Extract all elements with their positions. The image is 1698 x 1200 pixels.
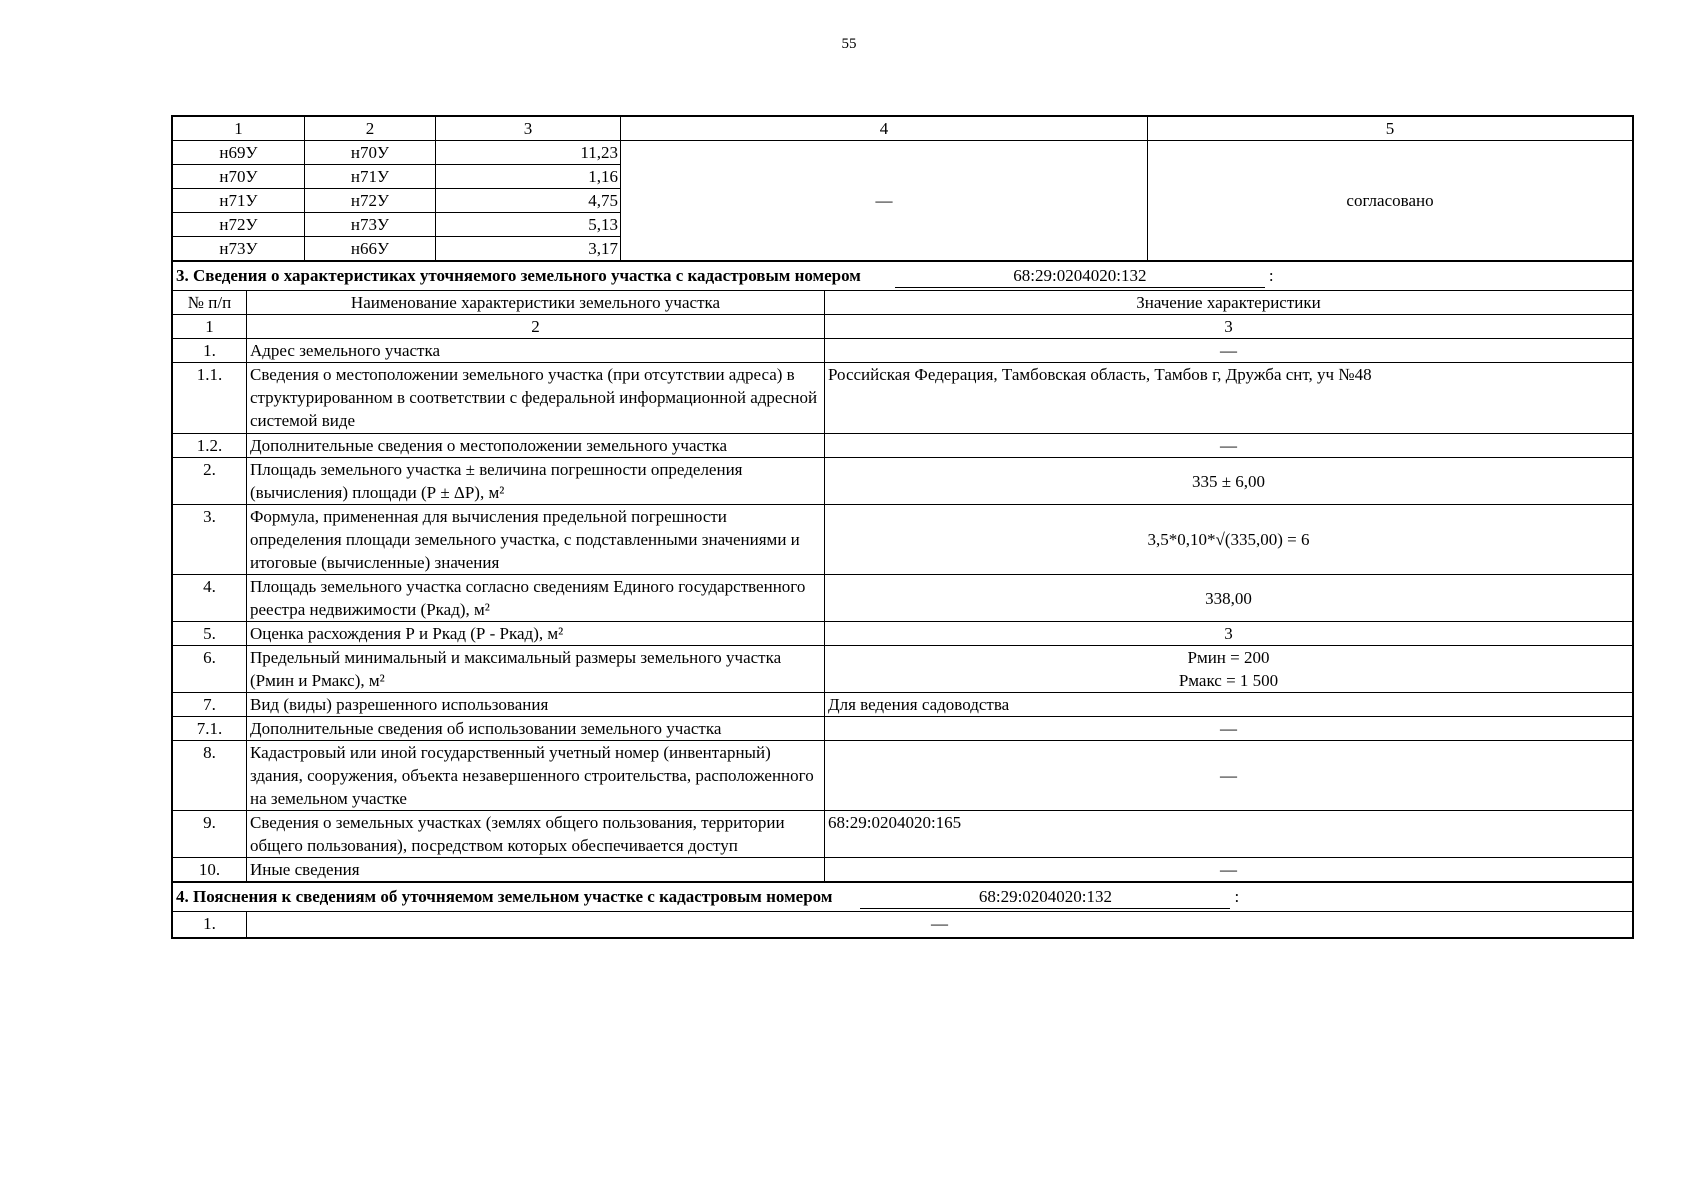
- characteristic-name: Дополнительные сведения об использовании земельного участка: [247, 717, 825, 741]
- characteristic-value: Российская Федерация, Тамбовская область, Тамбов г, Дружба снт, уч №48: [825, 363, 1633, 434]
- characteristic-value: Для ведения садоводства: [825, 693, 1633, 717]
- table-row: [173, 622, 1633, 646]
- row-number: 7.1.: [173, 717, 247, 741]
- point-to: н71У: [305, 165, 436, 189]
- segment-length: 4,75: [436, 189, 621, 213]
- table-row: [173, 858, 1633, 882]
- section3-heading: [173, 262, 1633, 291]
- column-number: 2: [247, 315, 825, 339]
- table-row: [173, 717, 1633, 741]
- page-number: 55: [841, 36, 857, 52]
- segment-length: 5,13: [436, 213, 621, 237]
- column-number: 2: [305, 117, 436, 141]
- column4-value: —: [621, 141, 1148, 261]
- max-size-value: Рмакс = 1 500: [1178, 671, 1279, 690]
- column-header-name: Наименование характеристики земельного участка: [247, 291, 825, 315]
- point-to: н73У: [305, 213, 436, 237]
- row-number: 7.: [173, 693, 247, 717]
- point-to: н70У: [305, 141, 436, 165]
- point-from: н69У: [173, 141, 305, 165]
- characteristic-value: 335 ± 6,00: [825, 458, 1633, 505]
- point-from: н72У: [173, 213, 305, 237]
- characteristic-name: Сведения о местоположении земельного участка (при отсутствии адреса) в структурированном в соответствии с федеральной информационной адресной системой виде: [247, 363, 825, 434]
- characteristic-name: Адрес земельного участка: [247, 339, 825, 363]
- document-table: [171, 115, 1634, 939]
- row-number: 8.: [173, 741, 247, 811]
- characteristic-value: —: [825, 858, 1633, 882]
- column-number-row: [173, 315, 1633, 339]
- column-number: 1: [173, 117, 305, 141]
- segment-length: 11,23: [436, 141, 621, 165]
- table-row: [173, 339, 1633, 363]
- boundary-segments-table: [172, 116, 1633, 261]
- section4-colon: :: [1234, 887, 1240, 906]
- characteristic-name: Формула, примененная для вычисления предельной погрешности определения площади земельного участка, с подставленными значениями и итоговые (вычисленные) значения: [247, 505, 825, 575]
- characteristic-name: Кадастровый или иной государственный учетный номер (инвентарный) здания, сооружения, объекта незавершенного строительства, расположенного на земельном участке: [247, 741, 825, 811]
- table-row: [173, 811, 1633, 858]
- row-number: 4.: [173, 575, 247, 622]
- table-row: [173, 693, 1633, 717]
- section3-title: 3. Сведения о характеристиках уточняемого земельного участка с кадастровым номером: [176, 266, 861, 285]
- table-row: [173, 741, 1633, 811]
- segment-length: 1,16: [436, 165, 621, 189]
- row-number: 10.: [173, 858, 247, 882]
- segment-length: 3,17: [436, 237, 621, 261]
- section4-header-row: [173, 883, 1633, 912]
- column-header-number: № п/п: [173, 291, 247, 315]
- column-number-row: [173, 117, 1633, 141]
- row-number: 1.: [173, 339, 247, 363]
- characteristic-value: —: [825, 339, 1633, 363]
- characteristic-value: 3: [825, 622, 1633, 646]
- section4-heading: [173, 883, 1633, 912]
- row-number: 6.: [173, 646, 247, 693]
- column-number: 5: [1148, 117, 1633, 141]
- column-header-row: [173, 291, 1633, 315]
- section3-colon: :: [1268, 266, 1274, 285]
- table-row: [173, 141, 1633, 165]
- column-number: 3: [825, 315, 1633, 339]
- table-row: [173, 646, 1633, 693]
- characteristic-name: Вид (виды) разрешенного использования: [247, 693, 825, 717]
- point-to: н66У: [305, 237, 436, 261]
- row-number: 3.: [173, 505, 247, 575]
- table-row: [173, 505, 1633, 575]
- characteristic-name: Иные сведения: [247, 858, 825, 882]
- characteristic-value: 3,5*0,10*√(335,00) = 6: [825, 505, 1633, 575]
- section3-cadastral-number: 68:29:0204020:132: [895, 264, 1265, 288]
- characteristic-name: Оценка расхождения Р и Ркад (Р - Ркад), м²: [247, 622, 825, 646]
- point-from: н73У: [173, 237, 305, 261]
- section4-title: 4. Пояснения к сведениям об уточняемом земельном участке с кадастровым номером: [176, 887, 833, 906]
- row-number: 1.: [173, 912, 247, 938]
- column-number: 4: [621, 117, 1148, 141]
- section4-cadastral-number: 68:29:0204020:132: [860, 885, 1230, 909]
- characteristic-value: —: [825, 434, 1633, 458]
- row-number: 1.1.: [173, 363, 247, 434]
- characteristic-name: Предельный минимальный и максимальный размеры земельного участка (Рмин и Рмакс), м²: [247, 646, 825, 693]
- characteristic-value: —: [825, 741, 1633, 811]
- row-number: 1.2.: [173, 434, 247, 458]
- characteristic-name: Сведения о земельных участках (землях общего пользования, территории общего пользования), посредством которых обеспечивается доступ: [247, 811, 825, 858]
- row-number: 5.: [173, 622, 247, 646]
- point-from: н71У: [173, 189, 305, 213]
- characteristic-name: Дополнительные сведения о местоположении земельного участка: [247, 434, 825, 458]
- characteristic-value: 68:29:0204020:165: [825, 811, 1633, 858]
- agreement-status: согласовано: [1148, 141, 1633, 261]
- explanation-value: —: [247, 912, 1633, 938]
- table-row: [173, 458, 1633, 505]
- section4-table: [172, 882, 1633, 938]
- characteristic-value: [825, 646, 1633, 693]
- column-number: 3: [436, 117, 621, 141]
- point-from: н70У: [173, 165, 305, 189]
- column-header-value: Значение характеристики: [825, 291, 1633, 315]
- table-row: [173, 363, 1633, 434]
- section3-table: [172, 261, 1633, 882]
- table-row: [173, 912, 1633, 938]
- characteristic-value: 338,00: [825, 575, 1633, 622]
- row-number: 2.: [173, 458, 247, 505]
- characteristic-name: Площадь земельного участка ± величина погрешности определения (вычисления) площади (Р ± ΔР), м²: [247, 458, 825, 505]
- point-to: н72У: [305, 189, 436, 213]
- min-size-value: Рмин = 200: [1187, 648, 1270, 667]
- characteristic-name: Площадь земельного участка согласно сведениям Единого государственного реестра недвижимости (Ркад), м²: [247, 575, 825, 622]
- table-row: [173, 434, 1633, 458]
- section3-header-row: [173, 262, 1633, 291]
- table-row: [173, 575, 1633, 622]
- row-number: 9.: [173, 811, 247, 858]
- characteristic-value: —: [825, 717, 1633, 741]
- column-number: 1: [173, 315, 247, 339]
